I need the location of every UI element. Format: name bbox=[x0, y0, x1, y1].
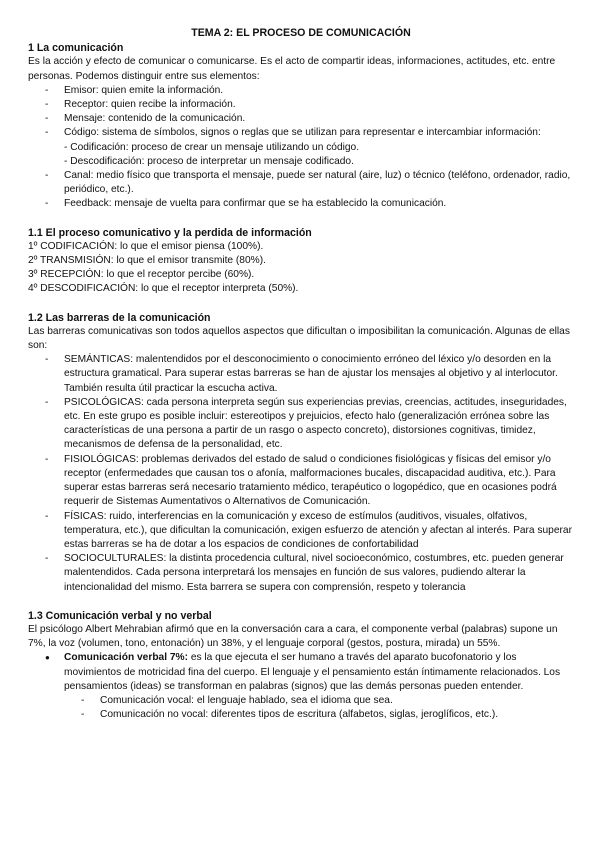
section-1-1-heading: 1.1 El proceso comunicativo y la perdida de información bbox=[28, 226, 312, 239]
process-line: 4º DESCODIFICACIÓN: lo que el receptor interpreta (50%). bbox=[28, 283, 299, 295]
process-line: 1º CODIFICACIÓN: lo que el emisor piensa (100%). bbox=[28, 240, 264, 252]
section-1-heading: 1 La comunicación bbox=[28, 42, 124, 55]
verbal-sub-list bbox=[64, 694, 574, 722]
barriers-list bbox=[28, 353, 574, 594]
verbal-list bbox=[28, 651, 574, 722]
page-title: TEMA 2: EL PROCESO DE COMUNICACIÓN bbox=[191, 27, 411, 39]
list-item: - Canal: medio físico que transporta el mensaje, puede ser natural (aire, luz) o técnico (teléfono, ordenador, radio, periódico, etc.). bbox=[64, 169, 574, 197]
elements-list bbox=[28, 84, 574, 212]
list-item: - Mensaje: contenido de la comunicación. bbox=[64, 112, 574, 126]
section-1-3-intro: El psicólogo Albert Mehrabian afirmó que en la conversación cara a cara, el componente verbal (palabras) supone un 7%, la voz (volumen, tono, entonación) un 38%, y el lenguaje corporal (gestos, postura, mirada) un 55%. bbox=[28, 623, 558, 650]
section-1-2-intro: Las barreras comunicativas son todos aquellos aspectos que dificultan o imposibilitan la comunicación. Algunas de ellas son: bbox=[28, 325, 570, 352]
list-item: - SEMÁNTICAS: malentendidos por el desconocimiento o conocimiento erróneo del léxico y/o desorden en la estructura gramatical. Para superar estas barreras se han de ajustar los mensajes al objetivo y al interlocutor. También resulta útil practicar la escucha activa. bbox=[64, 353, 574, 396]
list-item: - PSICOLÓGICAS: cada persona interpreta según sus experiencias previas, creencias, actitudes, inseguridades, etc. En este grupo es posible incluir: estereotipos y prejuicios, efecto halo (generalización errónea sobre las características de una persona a partir de un rasgo o aspecto concreto), distorsiones cognitivas, timidez, mecanismos de defensa de la personalidad, etc. bbox=[64, 396, 574, 453]
list-item: - FISIOLÓGICAS: problemas derivados del estado de salud o condiciones fisiológicas y físicas del emisor y/o receptor (enfermedades que causan tos o afonía, malformaciones bucales, discapacidad auditiva, etc.). Para superar estas barreras será necesario tratamiento médico, terapéutico o logopédico, que en ocasiones podrá requerir de Sistemas Aumentativos o Alternativos de Comunicación. bbox=[64, 453, 574, 510]
list-item: - Receptor: quien recibe la información. bbox=[64, 98, 574, 112]
process-line: 3º RECEPCIÓN: lo que el receptor percibe (60%). bbox=[28, 269, 255, 281]
list-item: - FÍSICAS: ruido, interferencias en la comunicación y exceso de estímulos (auditivos, visuales, olfativos, temperatura, etc.), que dificultan la comunicación, exigen esfuerzo de atención y afectan al interés. Para superar estas barreras se ha de dotar a los espacios de condiciones de confortabilidad bbox=[64, 510, 574, 553]
list-item: - Feedback: mensaje de vuelta para confirmar que se ha establecido la comunicación. bbox=[64, 197, 574, 211]
list-item: - Emisor: quien emite la información. bbox=[64, 84, 574, 98]
section-1-3-heading: 1.3 Comunicación verbal y no verbal bbox=[28, 609, 212, 622]
section-1-intro: Es la acción y efecto de comunicar o comunicarse. Es el acto de compartir ideas, informaciones, actitudes, etc. entre personas. Podemos distinguir entre sus elementos: bbox=[28, 56, 556, 82]
list-item: - SOCIOCULTURALES: la distinta procedencia cultural, nivel socioeconómico, costumbres, etc. pueden generar malentendidos. Cada persona interpretará los mensajes en función de sus valores, pudiendo alterar la intencionalidad del mismo. Esta barrera se supera con comprensión, respeto y tolerancia bbox=[64, 552, 574, 595]
list-item: - Código: sistema de símbolos, signos o reglas que se utilizan para representar e intercambiar información: - Codificación: proceso de crear un mensaje utilizando un código. - Descodificación: proceso de interpretar un mensaje codificado. bbox=[64, 126, 574, 169]
section-1-2-heading: 1.2 Las barreras de la comunicación bbox=[28, 311, 211, 324]
list-item: - Comunicación vocal: el lenguaje hablado, sea el idioma que sea. bbox=[100, 694, 574, 708]
code-sub-item: - Descodificación: proceso de interpretar un mensaje codificado. bbox=[64, 155, 354, 167]
document-page bbox=[28, 26, 574, 722]
process-line: 2º TRANSMISIÓN: lo que el emisor transmite (80%). bbox=[28, 255, 266, 267]
bullet-lead: Comunicación verbal 7%: bbox=[64, 652, 188, 664]
list-item: - Comunicación no vocal: diferentes tipos de escritura (alfabetos, siglas, jeroglíficos, etc.). bbox=[100, 708, 574, 722]
list-item bbox=[64, 651, 574, 722]
code-sub-item: - Codificación: proceso de crear un mensaje utilizando un código. bbox=[64, 141, 360, 153]
bullet-text: es la que ejecuta el ser humano a través del aparato bucofonatorio y los movimientos de motricidad fina del cuerpo. El lenguaje y el pensamiento están íntimamente relacionados. Los pensamientos (ideas) se transforman en palabras (signos) que las demás personas pueden entender. bbox=[64, 652, 561, 692]
